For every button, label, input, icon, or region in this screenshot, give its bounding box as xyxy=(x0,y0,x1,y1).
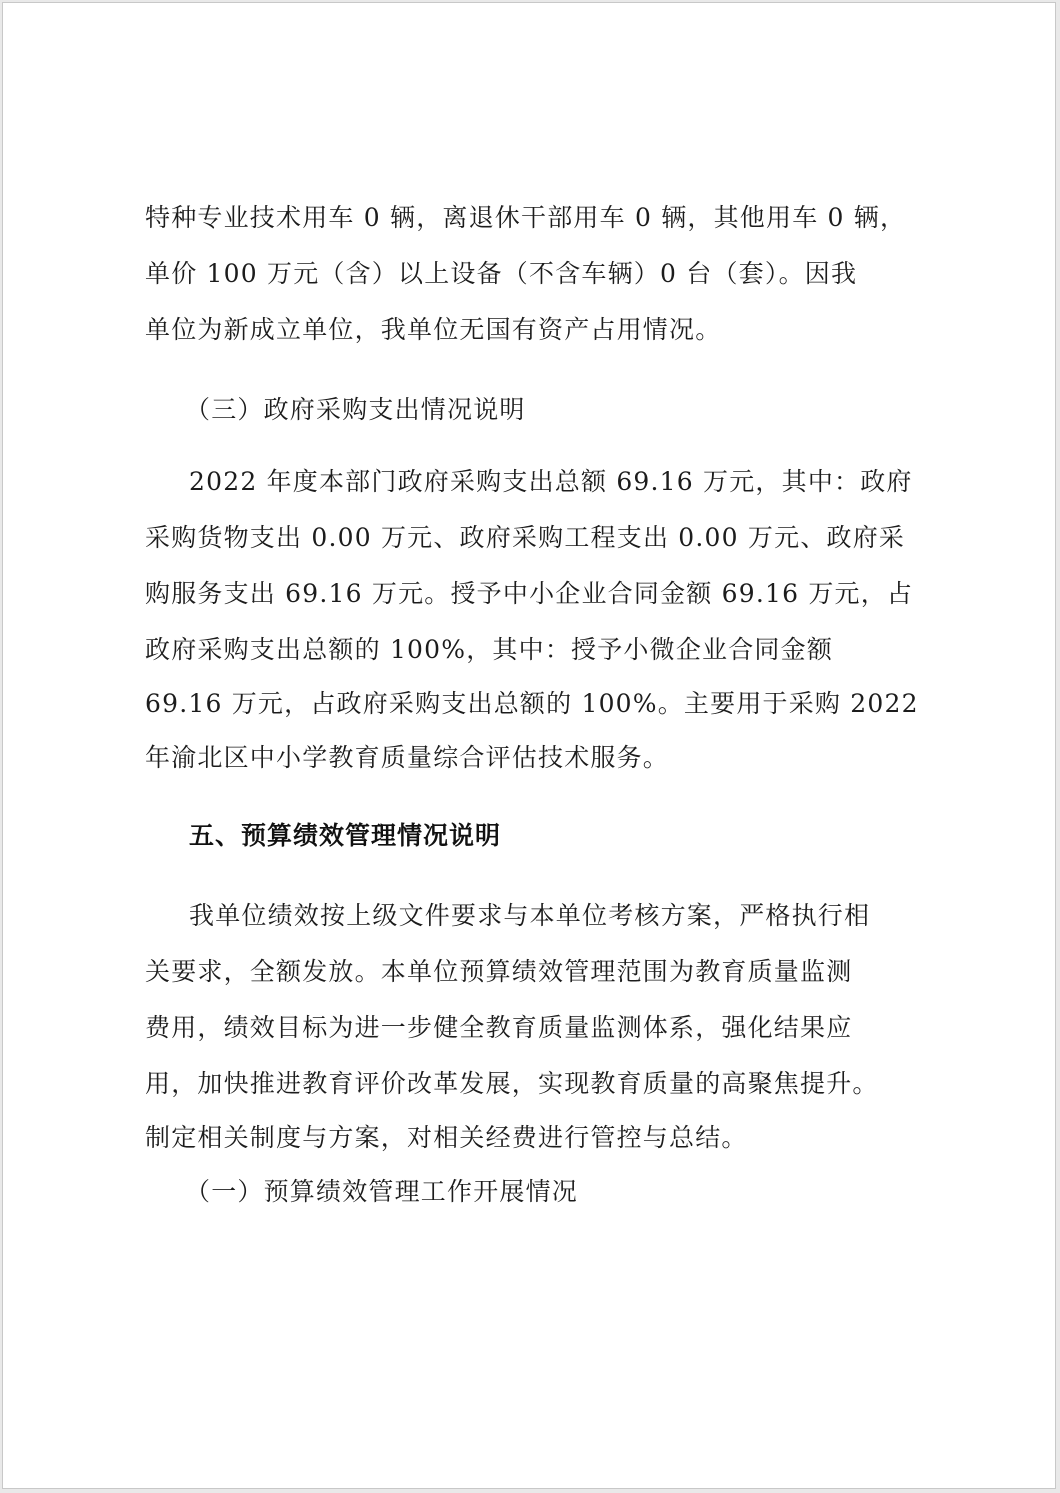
performance-paragraph-line-1: 我单位绩效按上级文件要求与本单位考核方案，严格执行相 xyxy=(189,901,871,930)
procurement-paragraph-line-4: 政府采购支出总额的 100%，其中：授予小微企业合同金额 xyxy=(145,635,834,664)
procurement-paragraph-line-2: 采购货物支出 0.00 万元、政府采购工程支出 0.00 万元、政府采 xyxy=(145,523,906,552)
document-page xyxy=(2,2,1056,1489)
procurement-paragraph-line-5: 69.16 万元，占政府采购支出总额的 100%。主要用于采购 2022 xyxy=(145,689,919,718)
performance-paragraph-line-2: 关要求，全额发放。本单位预算绩效管理范围为教育质量监测 xyxy=(145,957,853,986)
procurement-subheading: （三）政府采购支出情况说明 xyxy=(185,395,526,424)
performance-subheading: （一）预算绩效管理工作开展情况 xyxy=(185,1177,579,1206)
vehicle-paragraph-line-2: 单价 100 万元（含）以上设备（不含车辆）0 台（套）。因我 xyxy=(145,259,858,288)
performance-paragraph-line-3: 费用，绩效目标为进一步健全教育质量监测体系，强化结果应 xyxy=(145,1013,853,1042)
procurement-paragraph-line-6: 年渝北区中小学教育质量综合评估技术服务。 xyxy=(145,743,670,772)
performance-paragraph-line-5: 制定相关制度与方案，对相关经费进行管控与总结。 xyxy=(145,1123,748,1152)
procurement-paragraph-line-3: 购服务支出 69.16 万元。授予中小企业合同金额 69.16 万元，占 xyxy=(145,579,914,608)
section5-heading: 五、预算绩效管理情况说明 xyxy=(189,821,502,850)
performance-paragraph-line-4: 用，加快推进教育评价改革发展，实现教育质量的高聚焦提升。 xyxy=(145,1069,879,1098)
vehicle-paragraph-line-3: 单位为新成立单位，我单位无国有资产占用情况。 xyxy=(145,315,722,344)
procurement-paragraph-line-1: 2022 年度本部门政府采购支出总额 69.16 万元，其中：政府 xyxy=(189,467,913,496)
vehicle-paragraph-line-1: 特种专业技术用车 0 辆，离退休干部用车 0 辆，其他用车 0 辆， xyxy=(145,203,907,232)
